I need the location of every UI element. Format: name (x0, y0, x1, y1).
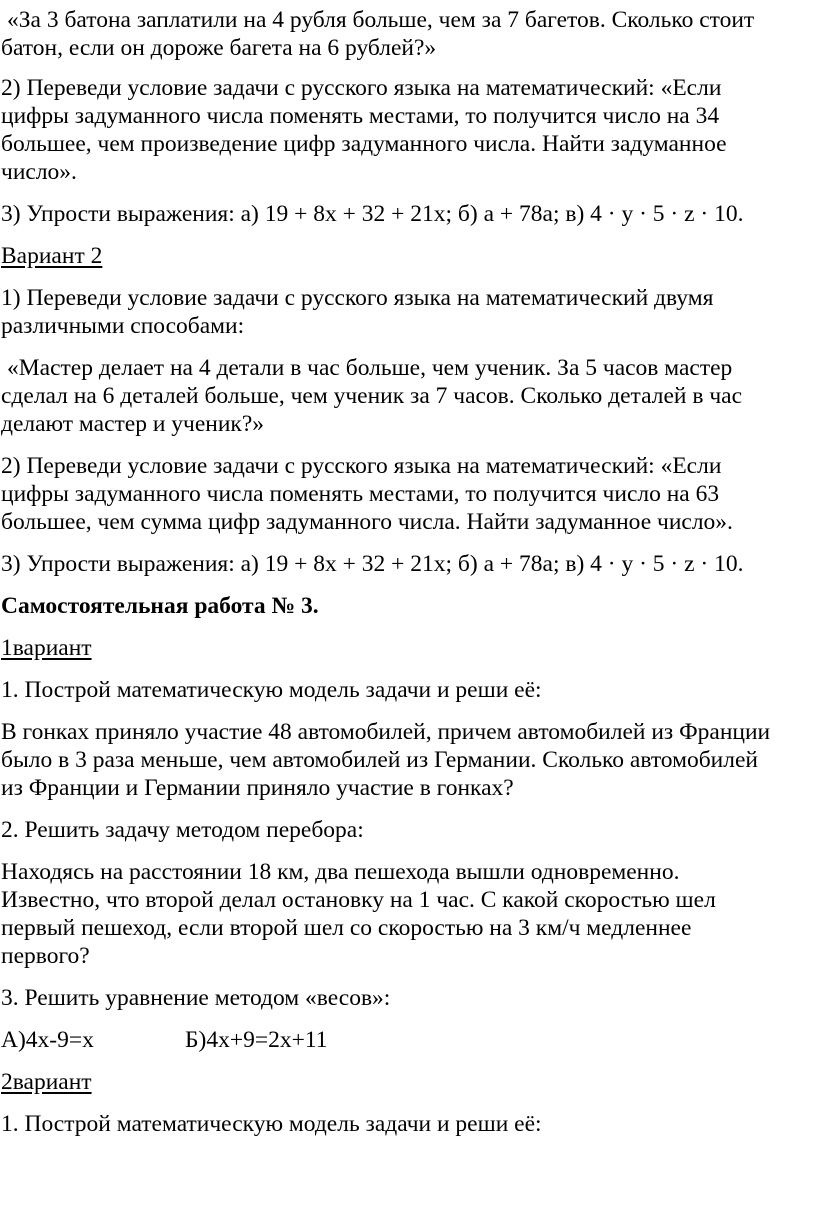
v2-task1-line2: различными способами: (1, 313, 245, 339)
v2-task3: 3) Упрости выражения: а) 19 + 8х + 32 + 21х; б) а + 78а; в) 4 · у · 5 · z · 10. (1, 551, 744, 577)
v1-task2-line3: большее, чем произведение цифр задуманного числа. Найти задуманное (1, 131, 727, 157)
v2-task2-line2: цифры задуманного числа поменять местами, то получится число на 63 (1, 481, 720, 507)
v2-problem-line1: «Мастер делает на 4 детали в час больше, чем ученик. За 5 часов мастер (7, 355, 733, 381)
v1-task2-line1: 2) Переведи условие задачи с русского языка на математический: «Если (1, 75, 722, 101)
v1-task2-line4: число». (1, 159, 77, 185)
sr3-task3-equations (1, 1026, 601, 1054)
v2-problem-line2: сделал на 6 деталей больше, чем ученик за 7 часов. Сколько деталей в час (1, 383, 742, 409)
sr3-task2-text-line4: первого? (1, 943, 90, 969)
v2-task2-line3: большее, чем сумма цифр задуманного числа. Найти задуманное число». (1, 509, 733, 535)
sr3-task2-text-line2: Известно, что второй делал остановку на 1 час. С какой скоростью шел (1, 887, 716, 913)
sr3-task1-text-line2: было в 3 раза меньше, чем автомобилей из Германии. Сколько автомобилей (1, 747, 758, 773)
v1-task1-line2: батон, если он дороже багета на 6 рублей?» (1, 35, 437, 61)
sr3-task1: 1. Построй математическую модель задачи и реши её: (1, 677, 542, 703)
sr3-variant1-heading: 1вариант (1, 635, 92, 661)
sr3-variant2-task1: 1. Построй математическую модель задачи и реши её: (1, 1111, 542, 1137)
equation-b: Б)4х+9=2х+11 (185, 1027, 328, 1053)
sr3-task2-text-line3: первый пешеход, если второй шел со скоростью на 3 км/ч медленнее (1, 915, 692, 941)
variant2-heading: Вариант 2 (1, 243, 103, 269)
sr3-variant2-heading: 2вариант (1, 1069, 92, 1095)
v2-task1-line1: 1) Переведи условие задачи с русского языка на математический двумя (1, 285, 714, 311)
v2-problem-line3: делают мастер и ученик?» (1, 411, 265, 437)
v1-task1-line1: «За 3 батона заплатили на 4 рубля больше, чем за 7 багетов. Сколько стоит (7, 7, 755, 33)
sr3-task3: 3. Решить уравнение методом «весов»: (1, 985, 391, 1011)
equation-a: А)4х-9=х (1, 1027, 94, 1053)
sr3-heading: Самостоятельная работа № 3. (1, 593, 319, 619)
sr3-task2-text-line1: Находясь на расстоянии 18 км, два пешехода вышли одновременно. (1, 859, 680, 885)
v1-task3: 3) Упрости выражения: а) 19 + 8х + 32 + 21х; б) а + 78а; в) 4 · у · 5 · z · 10. (1, 201, 744, 227)
sr3-task2: 2. Решить задачу методом перебора: (1, 817, 364, 843)
v1-task2-line2: цифры задуманного числа поменять местами, то получится число на 34 (1, 103, 720, 129)
v2-task2-line1: 2) Переведи условие задачи с русского языка на математический: «Если (1, 453, 722, 479)
sr3-task1-text-line3: из Франции и Германии приняло участие в гонках? (1, 775, 514, 801)
sr3-task1-text-line1: В гонках приняло участие 48 автомобилей, причем автомобилей из Франции (1, 719, 771, 745)
